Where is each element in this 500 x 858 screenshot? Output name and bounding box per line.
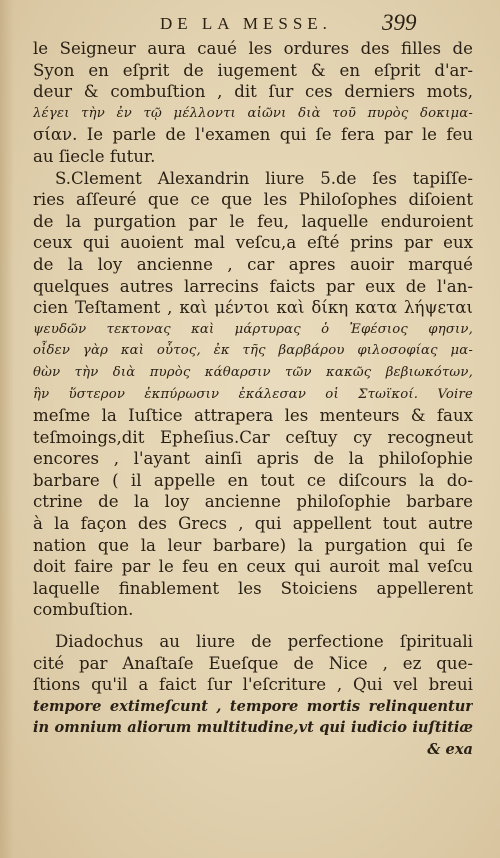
text-line: cien Teſtament , καὶ μέντοι καὶ δίκη κατα λήψεται — [33, 298, 473, 318]
paragraph-start-line: Diadochus au liure de perfectione ſpirituali — [55, 632, 473, 652]
body-text — [33, 38, 473, 761]
text-line: cité par Anaſtaſe Eueſque de Nice , ez que- — [33, 653, 473, 673]
greek-text-line: ἣν ὕστερον ἐκπύρωσιν ἐκάλεσαν οἱ Στωϊκοί. Voire — [33, 386, 473, 402]
text-line: laquelle finablement les Stoiciens appellerent — [33, 578, 473, 598]
greek-text-line: θὼν τὴν διὰ πυρὸς κάθαρσιν τῶν κακῶς βεβιωκότων, — [33, 364, 473, 380]
text-line: combuſtion. — [33, 600, 134, 620]
text-line: à la façon des Grecs , qui appellent tout autre — [33, 514, 473, 534]
greek-text-line: οἶδεν γὰρ καὶ οὗτος, ἐκ τῆς βαρβάρου φιλοσοφίας μα- — [33, 343, 473, 359]
text-line: de la purgation par le feu, laquelle enduroient — [33, 211, 473, 231]
paragraph-gap — [33, 621, 473, 631]
text-line: Syon en eſprit de iugement & en eſprit d'ar- — [33, 60, 473, 80]
text-line: ſtions qu'il a faict ſur l'eſcriture , Qui vel breui — [33, 675, 473, 695]
text-line: quelques autres larrecins faicts par eux de l'an- — [33, 276, 473, 296]
text-line: teſmoings,dit Epheſius.Car ceſtuy cy recogneut — [33, 427, 473, 447]
text-line: nation que la leur barbare) la purgation qui ſe — [33, 535, 473, 555]
page-header — [0, 12, 500, 38]
text-line: ries aſſeuré que ce que les Philoſophes diſoient — [33, 190, 473, 210]
greek-text-line: ψευδῶν τεκτονας καὶ μάρτυρας ὁ Ἐφέσιος φησιν, — [33, 321, 473, 337]
text-line: au ſiecle futur. — [33, 146, 156, 166]
page-number: 399 — [382, 10, 417, 35]
text-line: encores , l'ayant ainſi apris de la philoſophie — [33, 449, 473, 469]
latin-quote-line: in omnium aliorum multitudine,vt qui iudicio iuſtitiæ — [33, 719, 473, 737]
catchword: & exa — [427, 741, 473, 758]
page-edge-shadow — [0, 0, 14, 858]
text-line: ctrine de la loy ancienne philoſophie barbare — [33, 492, 473, 512]
text-line: doit faire par le feu en ceux qui auroit mal veſcu — [33, 557, 473, 577]
latin-quote-line: tempore extimeſcunt , tempore mortis relinquentur — [33, 697, 473, 715]
text-line: barbare ( il appelle en tout ce diſcours la do- — [33, 470, 473, 490]
greek-text-line: λέγει τὴν ἐν τῷ μέλλοντι αἰῶνι διὰ τοῦ πυρὸς δοκιμα- — [33, 105, 473, 121]
text-line: de la loy ancienne , car apres auoir marqué — [33, 254, 473, 274]
running-title: DE LA MESSE. — [160, 14, 332, 33]
text-line: ceux qui auoient mal veſcu,a eſté prins par eux — [33, 233, 473, 253]
text-line: le Seigneur aura caué les ordures des filles de — [33, 39, 473, 58]
text-line: deur & combuſtion , dit ſur ces derniers mots, — [33, 82, 473, 102]
text-line: σίαν. Ie parle de l'examen qui ſe fera par le feu — [33, 125, 473, 145]
paragraph-start-line: S.Clement Alexandrin liure 5.de ſes tapiſſe- — [55, 168, 473, 188]
text-line: meſme la Iuſtice attrapera les menteurs & faux — [33, 406, 473, 426]
